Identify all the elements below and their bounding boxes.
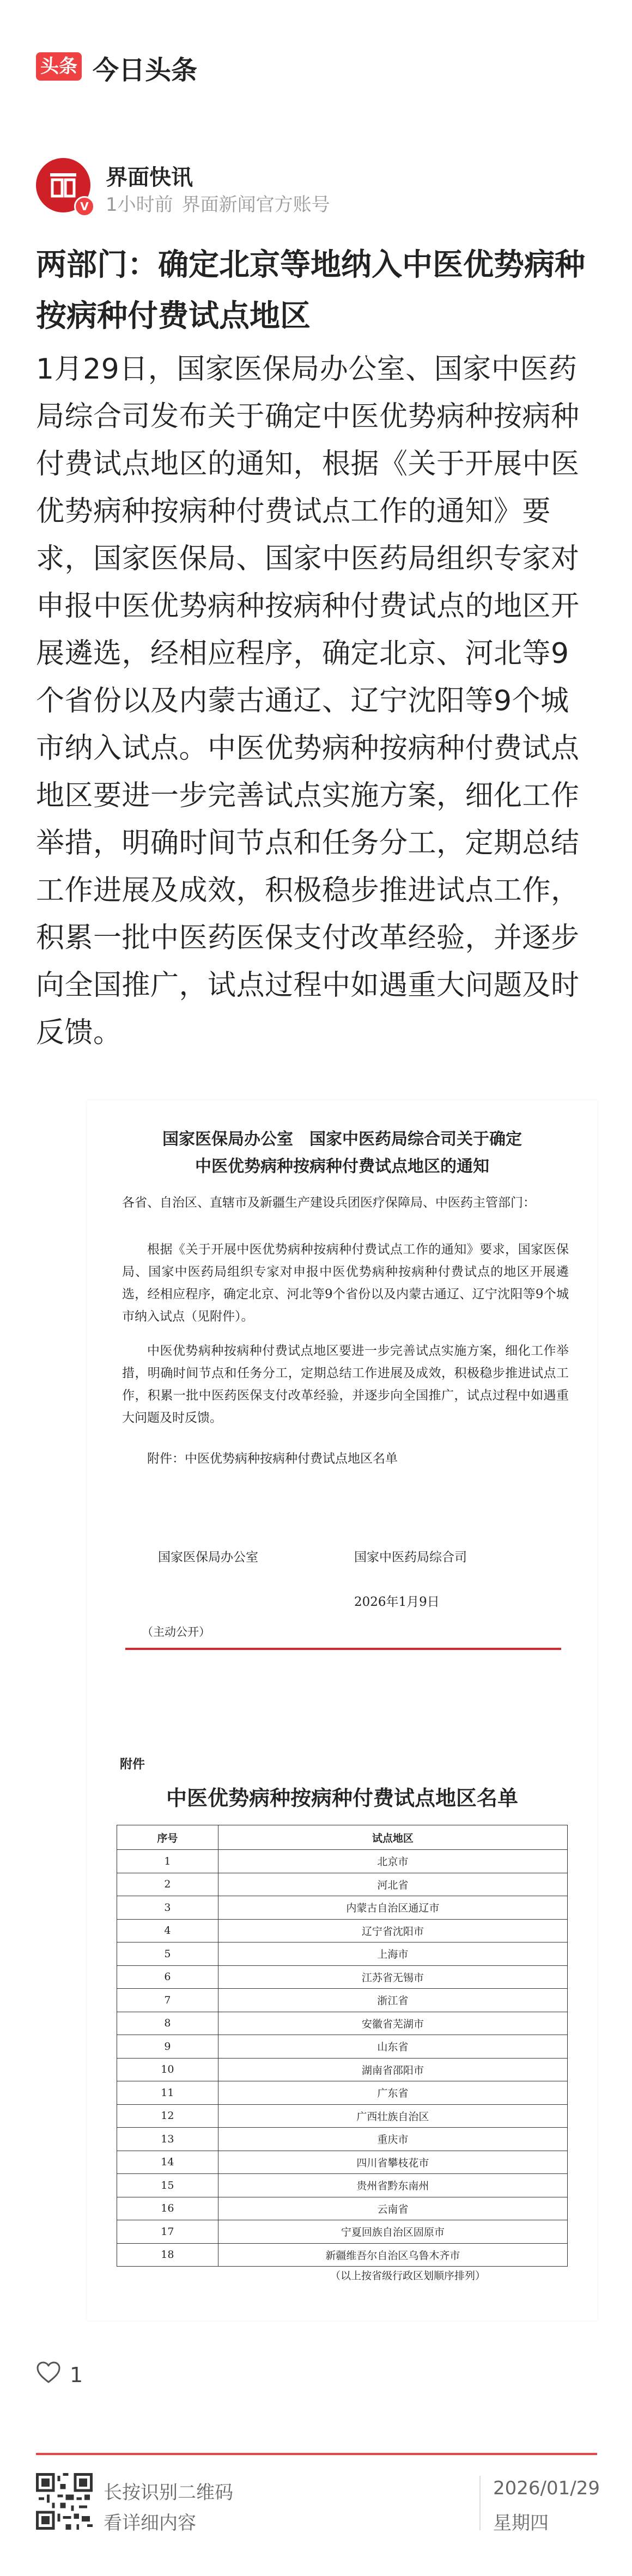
author-row[interactable] bbox=[36, 158, 597, 223]
app-logo: 头条 bbox=[36, 52, 82, 81]
row-number-cell: 4 bbox=[117, 1919, 218, 1942]
table-header-cell: 序号 bbox=[117, 1825, 218, 1850]
region-cell: 湖南省邵阳市 bbox=[218, 2058, 567, 2081]
document-date: 2026年1月9日 bbox=[354, 1595, 440, 1609]
document-image[interactable] bbox=[87, 1100, 597, 2321]
region-cell: 浙江省 bbox=[218, 1989, 567, 2012]
table-row bbox=[117, 2151, 568, 2174]
table-row bbox=[117, 1873, 568, 1896]
table-row bbox=[117, 2058, 568, 2081]
region-cell: 河北省 bbox=[218, 1873, 567, 1896]
article-body: 1月29日，国家医保局办公室、国家中医药局综合司发布关于确定中医优势病种按病种付费试点地区的通知，根据《关于开展中医优势病种按病种付费试点工作的通知》要求，国家医保局、国家中医药局组织专家对申报中医优势病种按病种付费试点的地区开展遴选，经相应程序，确定北京、河北等9个省份以及内蒙古通辽、辽宁沈阳等9个城市纳入试点。中医优势病种按病种付费试点地区要进一步完善试点实施方案，细化工作举措，明确时间节点和任务分工，定期总结工作进展及成效，积极稳步推进试点工作，积累一批中医药医保支付改革经验，并逐步向全国推广，试点过程中如遇重大问题及时反馈。 bbox=[36, 353, 580, 1049]
region-cell: 广西壮族自治区 bbox=[218, 2104, 567, 2128]
row-number-cell: 18 bbox=[117, 2243, 218, 2267]
region-cell: 新疆维吾尔自治区乌鲁木齐市 bbox=[218, 2243, 567, 2267]
annex-label: 附件 bbox=[120, 1757, 145, 1771]
document-title-line-2: 中医优势病种按病种付费试点地区的通知 bbox=[195, 1157, 489, 1176]
table-row bbox=[117, 1989, 568, 2012]
table-header-row bbox=[117, 1825, 568, 1850]
footer-separator bbox=[479, 2476, 481, 2530]
footer-divider bbox=[36, 2453, 597, 2455]
document-attachment: 附件：中医优势病种按病种付费试点地区名单 bbox=[147, 1452, 398, 1466]
row-number-cell: 15 bbox=[117, 2174, 218, 2197]
region-cell: 辽宁省沈阳市 bbox=[218, 1919, 567, 1942]
row-number-cell: 12 bbox=[117, 2104, 218, 2128]
row-number-cell: 7 bbox=[117, 1989, 218, 2012]
row-number-cell: 1 bbox=[117, 1850, 218, 1873]
row-number-cell: 16 bbox=[117, 2197, 218, 2220]
qr-hint-line-1: 长按识别二维码 bbox=[104, 2482, 233, 2504]
table-body bbox=[117, 1850, 568, 2267]
table-row bbox=[117, 2012, 568, 2035]
document-title-line-1: 国家医保局办公室 国家中医药局综合司关于确定 bbox=[162, 1130, 522, 1149]
app-header bbox=[0, 0, 632, 136]
region-cell: 上海市 bbox=[218, 1942, 567, 1966]
row-number-cell: 13 bbox=[117, 2128, 218, 2151]
row-number-cell: 6 bbox=[117, 1965, 218, 1989]
table-row bbox=[117, 2104, 568, 2128]
row-number-cell: 5 bbox=[117, 1942, 218, 1966]
author-meta bbox=[106, 190, 330, 216]
qr-hint-line-2: 看详细内容 bbox=[104, 2512, 196, 2534]
table-row bbox=[117, 2220, 568, 2244]
table-row bbox=[117, 2197, 568, 2220]
verified-badge: V bbox=[74, 196, 95, 217]
table-row bbox=[117, 1942, 568, 1966]
region-cell: 内蒙古自治区通辽市 bbox=[218, 1896, 567, 1920]
table-row bbox=[117, 1850, 568, 1873]
document-disclosure: （主动公开） bbox=[142, 1625, 210, 1639]
table-row bbox=[117, 2174, 568, 2197]
region-cell: 宁夏回族自治区固原市 bbox=[218, 2220, 567, 2244]
publish-time: 1小时前 bbox=[106, 194, 173, 216]
avatar[interactable] bbox=[36, 158, 90, 212]
row-number-cell: 10 bbox=[117, 2058, 218, 2081]
region-cell: 山东省 bbox=[218, 2035, 567, 2059]
region-cell: 四川省攀枝花市 bbox=[218, 2151, 567, 2174]
table-row bbox=[117, 2081, 568, 2105]
region-cell: 贵州省黔东南州 bbox=[218, 2174, 567, 2197]
footer-weekday: 星期四 bbox=[493, 2512, 549, 2534]
article-title: 两部门：确定北京等地纳入中医优势病种按病种付费试点地区 bbox=[36, 247, 585, 334]
row-number-cell: 8 bbox=[117, 2012, 218, 2035]
document-paragraph-2: 中医优势病种按病种付费试点地区要进一步完善试点实施方案，细化工作举措，明确时间节点和任务分工，定期总结工作进展及成效，积极稳步推进试点工作，积累一批中医药医保支付改革经验，并逐步向全国推广，试点过程中如遇重大问题及时反馈。 bbox=[122, 1344, 569, 1425]
document-signer-2: 国家中医药局综合司 bbox=[354, 1550, 467, 1564]
row-number-cell: 14 bbox=[117, 2151, 218, 2174]
table-row bbox=[117, 2035, 568, 2059]
row-number-cell: 2 bbox=[117, 1873, 218, 1896]
document-paragraph-1: 根据《关于开展中医优势病种按病种付费试点工作的通知》要求，国家医保局、国家中医药局组织专家对申报中医优势病种按病种付费试点的地区开展遴选，经相应程序，确定北京、河北等9个省份以及内蒙古通辽、辽宁沈阳等9个城市纳入试点（见附件）。 bbox=[122, 1243, 569, 1324]
table-row bbox=[117, 2243, 568, 2267]
qr-code-icon[interactable] bbox=[36, 2473, 93, 2530]
footer-date: 2026/01/29 bbox=[493, 2477, 600, 2499]
document-red-line bbox=[125, 1648, 561, 1650]
region-cell: 云南省 bbox=[218, 2197, 567, 2220]
document-addressee: 各省、自治区、直辖市及新疆生产建设兵团医疗保障局、中医药主管部门： bbox=[122, 1196, 536, 1210]
table-row bbox=[117, 1965, 568, 1989]
row-number-cell: 11 bbox=[117, 2081, 218, 2105]
region-cell: 广东省 bbox=[218, 2081, 567, 2105]
heart-outline-icon bbox=[36, 2361, 61, 2384]
like-count: 1 bbox=[70, 2363, 83, 2387]
row-number-cell: 3 bbox=[117, 1896, 218, 1920]
author-name[interactable]: 界面快讯 bbox=[106, 165, 193, 190]
app-name: 今日头条 bbox=[93, 55, 198, 86]
table-header-cell: 试点地区 bbox=[218, 1825, 567, 1850]
region-cell: 江苏省无锡市 bbox=[218, 1965, 567, 1989]
table-note: （以上按省级行政区划顺序排列） bbox=[330, 2270, 486, 2282]
row-number-cell: 17 bbox=[117, 2220, 218, 2244]
table-row bbox=[117, 1896, 568, 1920]
document-signer-1: 国家医保局办公室 bbox=[158, 1550, 258, 1564]
region-cell: 安徽省芜湖市 bbox=[218, 2012, 567, 2035]
table-row bbox=[117, 1919, 568, 1942]
region-cell: 重庆市 bbox=[218, 2128, 567, 2151]
region-cell: 北京市 bbox=[218, 1850, 567, 1873]
pilot-region-table bbox=[117, 1825, 568, 2267]
table-row bbox=[117, 2128, 568, 2151]
row-number-cell: 9 bbox=[117, 2035, 218, 2059]
jiemian-logo-icon bbox=[47, 169, 80, 202]
account-type: 界面新闻官方账号 bbox=[181, 194, 330, 216]
annex-title: 中医优势病种按病种付费试点地区名单 bbox=[166, 1786, 518, 1810]
